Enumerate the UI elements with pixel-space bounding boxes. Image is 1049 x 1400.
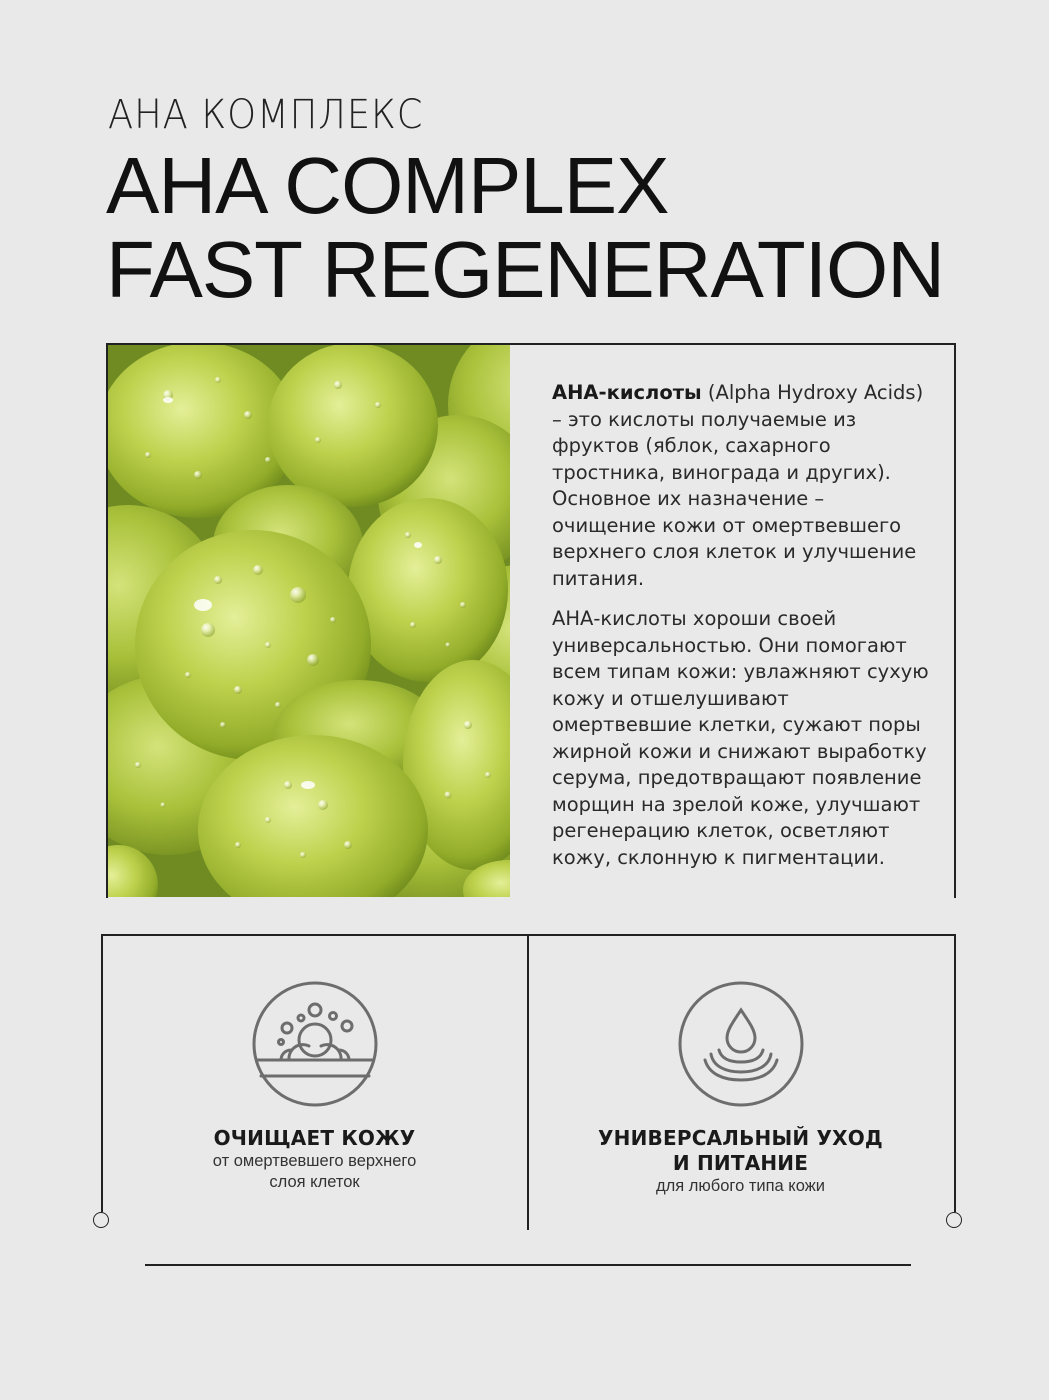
features-right-line [954,934,956,1212]
cleansing-bubbles-icon [251,980,379,1108]
description-bold-term: АНА-кислоты [552,381,702,404]
left-dot-marker [93,1212,109,1228]
feature-cleansing-desc-1: от омертвевшего верхнего [212,1152,417,1170]
page-subtitle: FAST REGENERATION [106,225,944,314]
feature-cleansing-title: ОЧИЩАЕТ КОЖУ [213,1126,416,1150]
subtitle-ru: АНА КОМПЛЕКС [108,92,424,138]
feature-nutrition [528,980,953,1197]
feature-nutrition-title [528,1126,953,1176]
feature-nutrition-title-line2: И ПИТАНИЕ [672,1151,809,1175]
description-paragraph-2: АНА-кислоты хороши своей универсальностью. Они помогают всем типам кожи: увлажняют сухую кожу и отшелушивают омертвевшие клетки, сужают поры жирной кожи и снижают выработку серума, предотвращают появление морщин на зрелой коже, улучшают регенерацию клеток, осветляют кожу, склонную к пигментации. [552,607,929,869]
feature-nutrition-desc: для любого типа кожи [656,1177,825,1195]
grapes-photo [108,345,510,897]
description-text [552,380,932,885]
feature-cleansing-desc-2: слоя клеток [269,1173,360,1191]
page-title: AHA COMPLEX [106,141,669,230]
description-paragraph-1 [552,380,932,592]
water-drop-ripple-icon [677,980,805,1108]
feature-nutrition-title-line1: УНИВЕРСАЛЬНЫЙ УХОД [598,1126,883,1150]
frame-right-line [954,343,956,898]
bottom-rule [145,1264,911,1266]
feature-cleansing [102,980,527,1193]
description-p1-rest: (Alpha Hydroxy Acids) – это кислоты получаемые из фруктов (яблок, сахарного тростника, винограда и других). Основное их назначение – очищение кожи от омертвевшего верхнего слоя клеток и улучшение питания. [552,381,924,590]
right-dot-marker [946,1212,962,1228]
